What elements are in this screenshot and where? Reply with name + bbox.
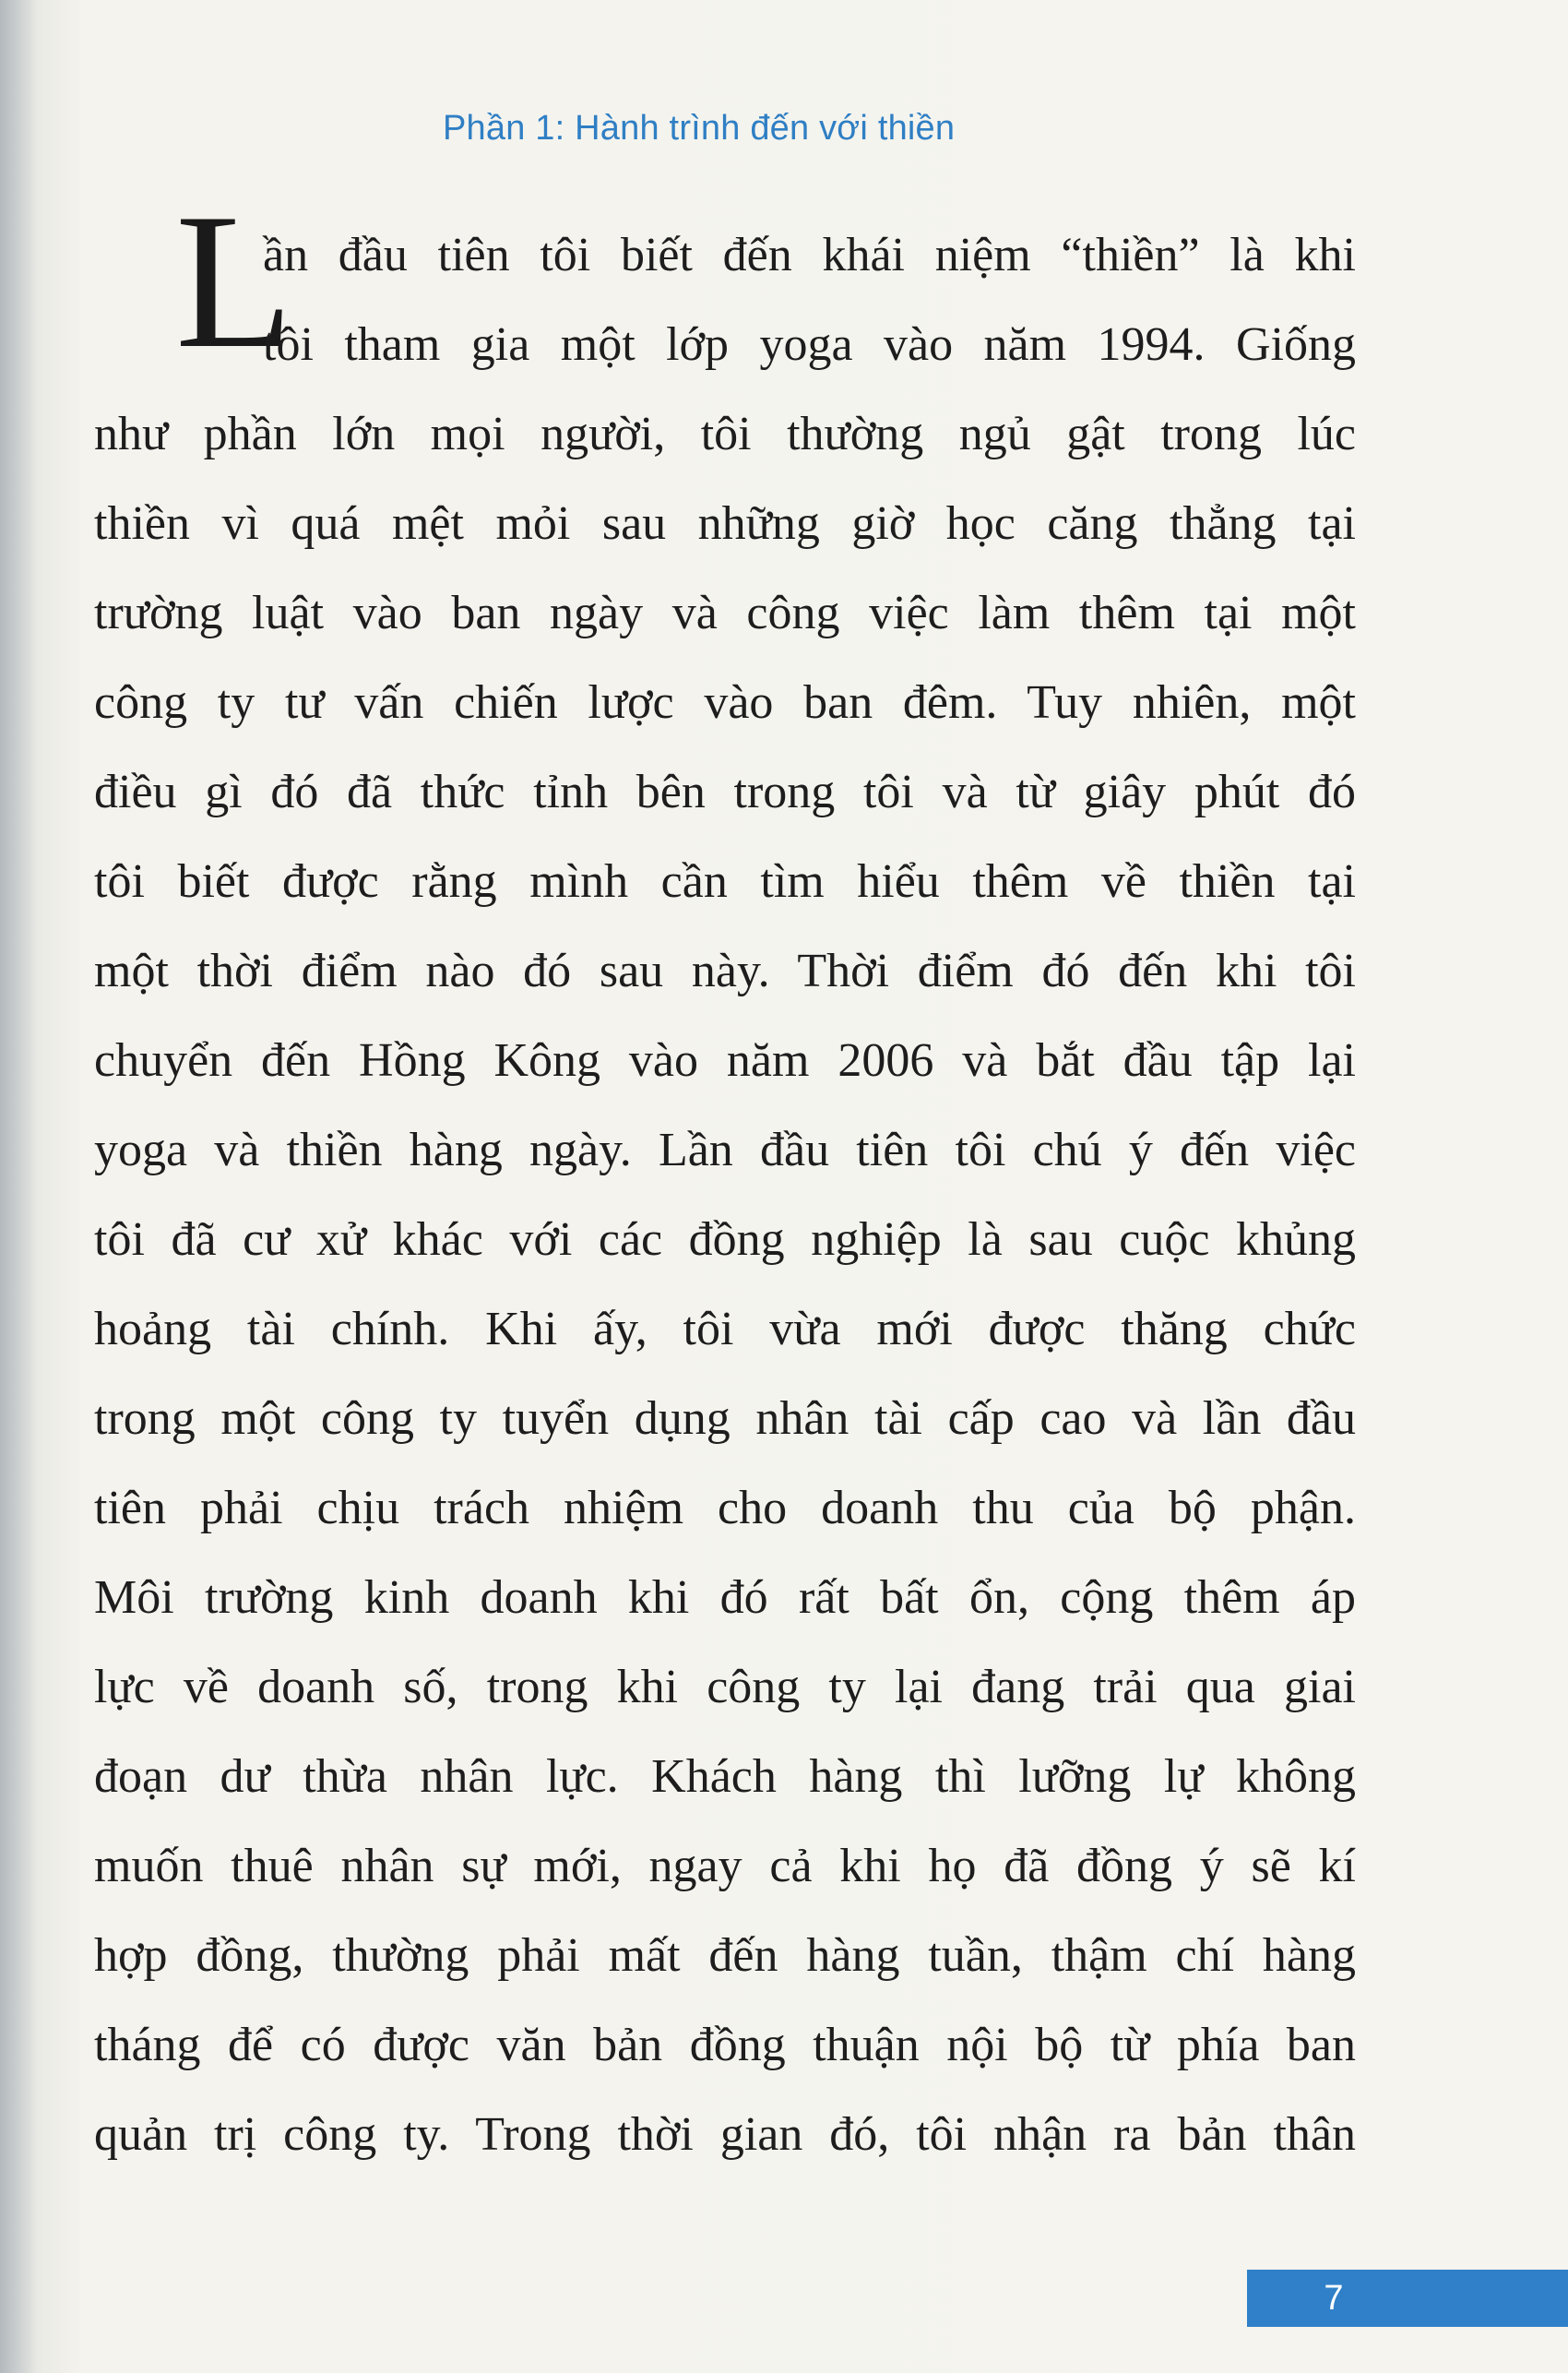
text-line: yoga và thiền hàng ngày. Lần đầu tiên tôi chú ý đến việc bbox=[94, 1124, 1356, 1176]
text-line: quản trị công ty. Trong thời gian đó, tôi nhận ra bản thân bbox=[94, 2108, 1356, 2161]
text-line: muốn thuê nhân sự mới, ngay cả khi họ đã đồng ý sẽ kí bbox=[94, 1840, 1356, 1892]
text-line: tôi đã cư xử khác với các đồng nghiệp là sau cuộc khủng bbox=[94, 1213, 1356, 1266]
page-number: 7 bbox=[1324, 2279, 1344, 2318]
text-line: như phần lớn mọi người, tôi thường ngủ gật trong lúc bbox=[94, 408, 1356, 460]
text-line: tháng để có được văn bản đồng thuận nội bộ từ phía ban bbox=[94, 2019, 1356, 2071]
text-line: trường luật vào ban ngày và công việc làm thêm tại một bbox=[94, 587, 1356, 639]
body-text bbox=[94, 210, 1356, 2179]
text-line: trong một công ty tuyển dụng nhân tài cấp cao và lần đầu bbox=[94, 1392, 1356, 1445]
drop-cap: L bbox=[175, 174, 294, 388]
text-line: điều gì đó đã thức tỉnh bên trong tôi và từ giây phút đó bbox=[94, 766, 1356, 818]
text-line: công ty tư vấn chiến lược vào ban đêm. Tuy nhiên, một bbox=[94, 676, 1356, 729]
page-number-bar bbox=[1247, 2270, 1568, 2327]
text-line: tiên phải chịu trách nhiệm cho doanh thu của bộ phận. bbox=[94, 1482, 1356, 1534]
text-line: một thời điểm nào đó sau này. Thời điểm đó đến khi tôi bbox=[94, 945, 1356, 997]
text-line: hoảng tài chính. Khi ấy, tôi vừa mới được thăng chức bbox=[94, 1303, 1356, 1355]
text-line: đoạn dư thừa nhân lực. Khách hàng thì lưỡng lự không bbox=[94, 1750, 1356, 1803]
text-line: lực về doanh số, trong khi công ty lại đang trải qua giai bbox=[94, 1661, 1356, 1713]
spine-shadow bbox=[0, 0, 37, 2373]
text-line: thiền vì quá mệt mỏi sau những giờ học căng thẳng tại bbox=[94, 497, 1356, 550]
text-line: tôi biết được rằng mình cần tìm hiểu thêm về thiền tại bbox=[94, 855, 1356, 908]
text-line: hợp đồng, thường phải mất đến hàng tuần, thậm chí hàng bbox=[94, 1929, 1356, 1982]
text-line: Môi trường kinh doanh khi đó rất bất ổn, cộng thêm áp bbox=[94, 1571, 1356, 1624]
text-line: ần đầu tiên tôi biết đến khái niệm “thiền” là khi bbox=[263, 229, 1356, 281]
text-line: chuyển đến Hồng Kông vào năm 2006 và bắt đầu tập lại bbox=[94, 1034, 1356, 1087]
text-line: tôi tham gia một lớp yoga vào năm 1994. Giống bbox=[263, 318, 1356, 371]
running-head: Phần 1: Hành trình đến với thiền bbox=[443, 109, 956, 148]
